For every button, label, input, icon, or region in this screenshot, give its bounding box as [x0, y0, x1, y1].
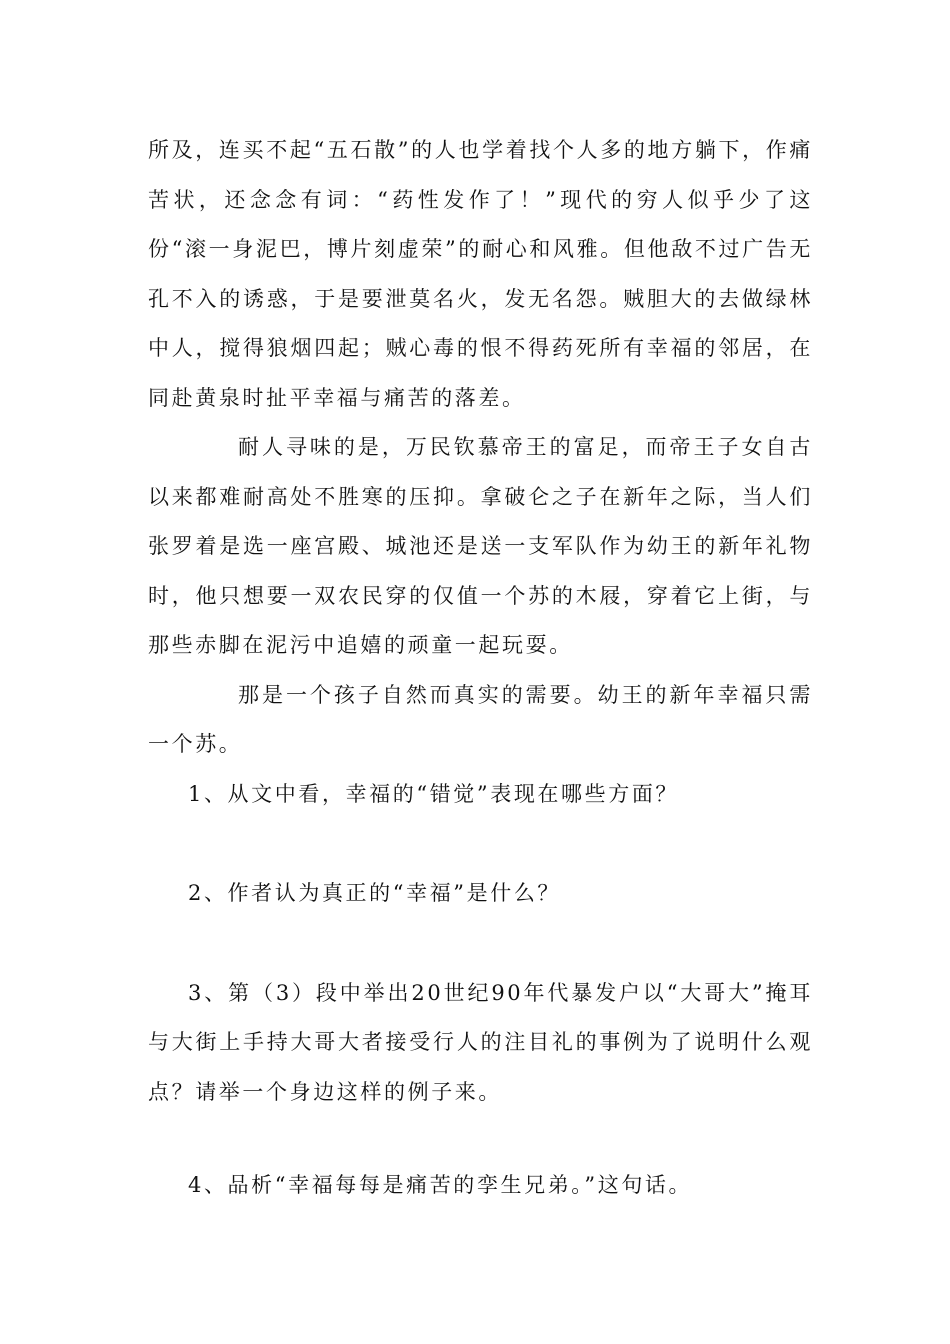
question-4: 4、品析“幸福每每是痛苦的孪生兄弟。”这句话。 [188, 1173, 693, 1197]
document-body [148, 126, 813, 1211]
paragraph-napoleon-son: 耐人寻味的是，万民钦慕帝王的富足，而帝王子女自古以来都难耐高处不胜寒的压抑。拿破仑之子在新年之际，当人们张罗着是选一座宫殿、城池还是送一支军队作为幼王的新年礼物时，他只想要一双农民穿的仅值一个苏的木屐，穿着它上街，与那些赤脚在泥污中追嬉的顽童一起玩耍。 [148, 435, 813, 657]
question-1: 1、从文中看，幸福的“错觉”表现在哪些方面？ [188, 781, 680, 806]
paragraph-conclusion: 那是一个孩子自然而真实的需要。幼王的新年幸福只需一个苏。 [148, 682, 813, 756]
question-3: 3、第（3）段中举出20世纪90年代暴发户以“大哥大”掩耳与大街上手持大哥大者接受行人的注目礼的事例为了说明什么观点？请举一个身边这样的例子来。 [148, 980, 813, 1104]
paragraph-continuation: 所及，连买不起“五石散”的人也学着找个人多的地方躺下，作痛苦状，还念念有词：“药性发作了！”现代的穷人似乎少了这份“滚一身泥巴，博片刻虚荣”的耐心和风雅。但他敌不过广告无孔不入的诱惑，于是要泄莫名火，发无名怨。贼胆大的去做绿林中人，搅得狼烟四起；贼心毒的恨不得药死所有幸福的邻居，在同赴黄泉时扯平幸福与痛苦的落差。 [148, 138, 813, 410]
question-2: 2、作者认为真正的“幸福”是什么？ [188, 881, 562, 905]
